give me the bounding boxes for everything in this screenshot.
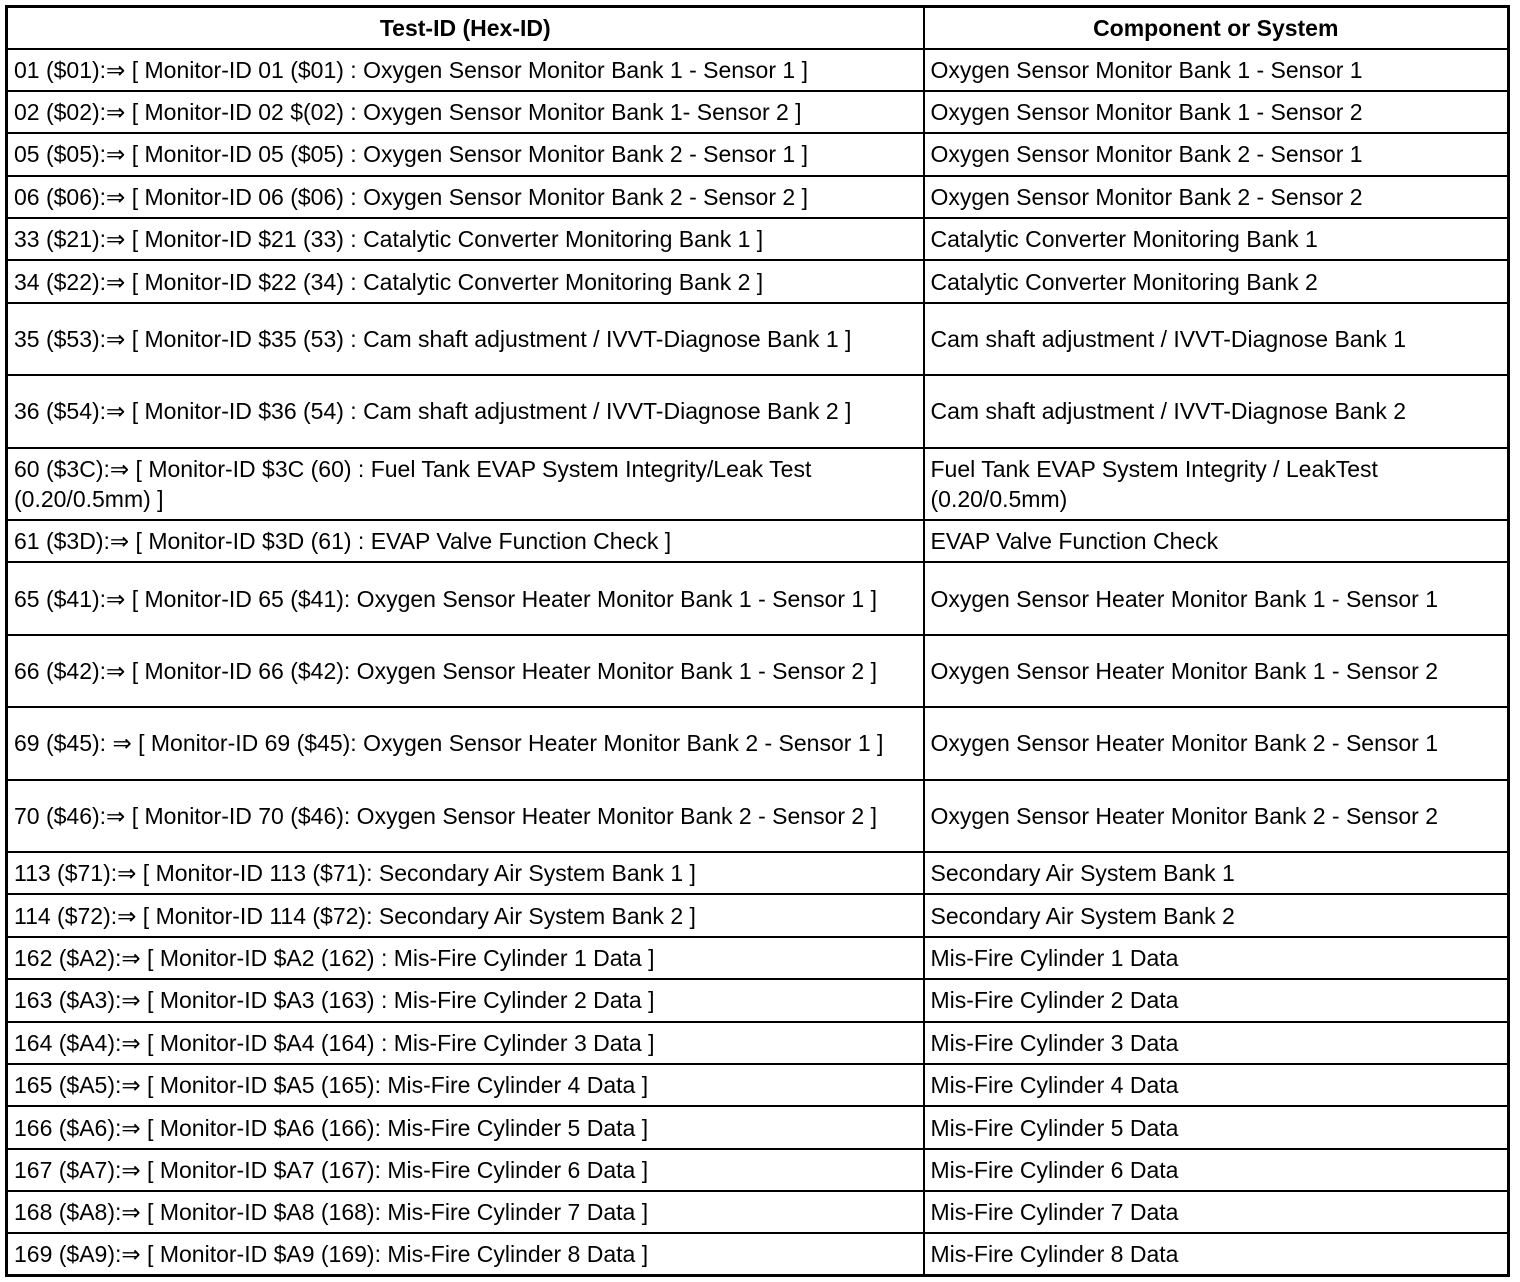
component-cell: Cam shaft adjustment / IVVT-Diagnose Bank 2 [924, 375, 1509, 447]
test-id-cell: 05 ($05):⇒ [ Monitor-ID 05 ($05) : Oxygen Sensor Monitor Bank 2 - Sensor 1 ] [7, 133, 924, 175]
test-id-cell: 168 ($A8):⇒ [ Monitor-ID $A8 (168): Mis-Fire Cylinder 7 Data ] [7, 1191, 924, 1233]
table-row [7, 448, 1509, 520]
table-row [7, 780, 1509, 852]
component-cell: Mis-Fire Cylinder 8 Data [924, 1233, 1509, 1275]
component-cell: Catalytic Converter Monitoring Bank 1 [924, 218, 1509, 260]
table-row [7, 707, 1509, 779]
test-id-cell: 162 ($A2):⇒ [ Monitor-ID $A2 (162) : Mis-Fire Cylinder 1 Data ] [7, 937, 924, 979]
test-id-cell: 164 ($A4):⇒ [ Monitor-ID $A4 (164) : Mis-Fire Cylinder 3 Data ] [7, 1022, 924, 1064]
component-cell: Oxygen Sensor Monitor Bank 1 - Sensor 1 [924, 49, 1509, 91]
component-cell: Mis-Fire Cylinder 6 Data [924, 1149, 1509, 1191]
component-cell: Oxygen Sensor Heater Monitor Bank 1 - Sensor 2 [924, 635, 1509, 707]
table-row [7, 979, 1509, 1021]
test-id-cell: 35 ($53):⇒ [ Monitor-ID $35 (53) : Cam shaft adjustment / IVVT-Diagnose Bank 1 ] [7, 303, 924, 375]
table-row [7, 562, 1509, 634]
test-id-cell: 165 ($A5):⇒ [ Monitor-ID $A5 (165): Mis-Fire Cylinder 4 Data ] [7, 1064, 924, 1106]
table-row [7, 937, 1509, 979]
component-cell: Mis-Fire Cylinder 2 Data [924, 979, 1509, 1021]
table-row [7, 1191, 1509, 1233]
table-row [7, 49, 1509, 91]
component-cell: Mis-Fire Cylinder 1 Data [924, 937, 1509, 979]
test-id-cell: 167 ($A7):⇒ [ Monitor-ID $A7 (167): Mis-Fire Cylinder 6 Data ] [7, 1149, 924, 1191]
component-cell: Mis-Fire Cylinder 5 Data [924, 1106, 1509, 1148]
test-id-cell: 36 ($54):⇒ [ Monitor-ID $36 (54) : Cam shaft adjustment / IVVT-Diagnose Bank 2 ] [7, 375, 924, 447]
table-row [7, 218, 1509, 260]
table-row [7, 176, 1509, 218]
table-row [7, 1233, 1509, 1275]
component-cell: Mis-Fire Cylinder 7 Data [924, 1191, 1509, 1233]
table-row [7, 375, 1509, 447]
table-row [7, 1022, 1509, 1064]
table-row [7, 1064, 1509, 1106]
table-row [7, 635, 1509, 707]
test-id-cell: 65 ($41):⇒ [ Monitor-ID 65 ($41): Oxygen Sensor Heater Monitor Bank 1 - Sensor 1 ] [7, 562, 924, 634]
table-row [7, 1149, 1509, 1191]
test-id-cell: 70 ($46):⇒ [ Monitor-ID 70 ($46): Oxygen Sensor Heater Monitor Bank 2 - Sensor 2 ] [7, 780, 924, 852]
table-row [7, 520, 1509, 562]
table-row [7, 852, 1509, 894]
test-id-cell: 66 ($42):⇒ [ Monitor-ID 66 ($42): Oxygen Sensor Heater Monitor Bank 1 - Sensor 2 ] [7, 635, 924, 707]
test-id-cell: 114 ($72):⇒ [ Monitor-ID 114 ($72): Secondary Air System Bank 2 ] [7, 894, 924, 936]
test-id-cell: 113 ($71):⇒ [ Monitor-ID 113 ($71): Secondary Air System Bank 1 ] [7, 852, 924, 894]
test-id-cell: 60 ($3C):⇒ [ Monitor-ID $3C (60) : Fuel Tank EVAP System Integrity/Leak Test (0.20/0.5mm) ] [7, 448, 924, 520]
table-row [7, 260, 1509, 302]
header-component: Component or System [924, 7, 1509, 49]
component-cell: Oxygen Sensor Heater Monitor Bank 2 - Sensor 1 [924, 707, 1509, 779]
component-cell: Oxygen Sensor Monitor Bank 2 - Sensor 2 [924, 176, 1509, 218]
component-cell: Oxygen Sensor Monitor Bank 1 - Sensor 2 [924, 91, 1509, 133]
test-id-cell: 166 ($A6):⇒ [ Monitor-ID $A6 (166): Mis-Fire Cylinder 5 Data ] [7, 1106, 924, 1148]
component-cell: Oxygen Sensor Monitor Bank 2 - Sensor 1 [924, 133, 1509, 175]
header-test-id: Test-ID (Hex-ID) [7, 7, 924, 49]
test-id-cell: 163 ($A3):⇒ [ Monitor-ID $A3 (163) : Mis-Fire Cylinder 2 Data ] [7, 979, 924, 1021]
component-cell: Oxygen Sensor Heater Monitor Bank 1 - Sensor 1 [924, 562, 1509, 634]
component-cell: Catalytic Converter Monitoring Bank 2 [924, 260, 1509, 302]
table-row [7, 133, 1509, 175]
component-cell: Cam shaft adjustment / IVVT-Diagnose Bank 1 [924, 303, 1509, 375]
table-row [7, 894, 1509, 936]
test-id-cell: 06 ($06):⇒ [ Monitor-ID 06 ($06) : Oxygen Sensor Monitor Bank 2 - Sensor 2 ] [7, 176, 924, 218]
component-cell: Mis-Fire Cylinder 4 Data [924, 1064, 1509, 1106]
component-cell: Fuel Tank EVAP System Integrity / LeakTest (0.20/0.5mm) [924, 448, 1509, 520]
test-id-cell: 02 ($02):⇒ [ Monitor-ID 02 $(02) : Oxygen Sensor Monitor Bank 1- Sensor 2 ] [7, 91, 924, 133]
component-cell: Oxygen Sensor Heater Monitor Bank 2 - Sensor 2 [924, 780, 1509, 852]
test-id-cell: 61 ($3D):⇒ [ Monitor-ID $3D (61) : EVAP Valve Function Check ] [7, 520, 924, 562]
monitor-id-table [5, 5, 1510, 1277]
test-id-cell: 169 ($A9):⇒ [ Monitor-ID $A9 (169): Mis-Fire Cylinder 8 Data ] [7, 1233, 924, 1275]
table-row [7, 303, 1509, 375]
component-cell: EVAP Valve Function Check [924, 520, 1509, 562]
table-row [7, 1106, 1509, 1148]
test-id-cell: 33 ($21):⇒ [ Monitor-ID $21 (33) : Catalytic Converter Monitoring Bank 1 ] [7, 218, 924, 260]
component-cell: Secondary Air System Bank 1 [924, 852, 1509, 894]
test-id-cell: 34 ($22):⇒ [ Monitor-ID $22 (34) : Catalytic Converter Monitoring Bank 2 ] [7, 260, 924, 302]
table-row [7, 91, 1509, 133]
test-id-cell: 01 ($01):⇒ [ Monitor-ID 01 ($01) : Oxygen Sensor Monitor Bank 1 - Sensor 1 ] [7, 49, 924, 91]
test-id-cell: 69 ($45): ⇒ [ Monitor-ID 69 ($45): Oxygen Sensor Heater Monitor Bank 2 - Sensor 1 ] [7, 707, 924, 779]
component-cell: Mis-Fire Cylinder 3 Data [924, 1022, 1509, 1064]
component-cell: Secondary Air System Bank 2 [924, 894, 1509, 936]
table-header-row [7, 7, 1509, 49]
